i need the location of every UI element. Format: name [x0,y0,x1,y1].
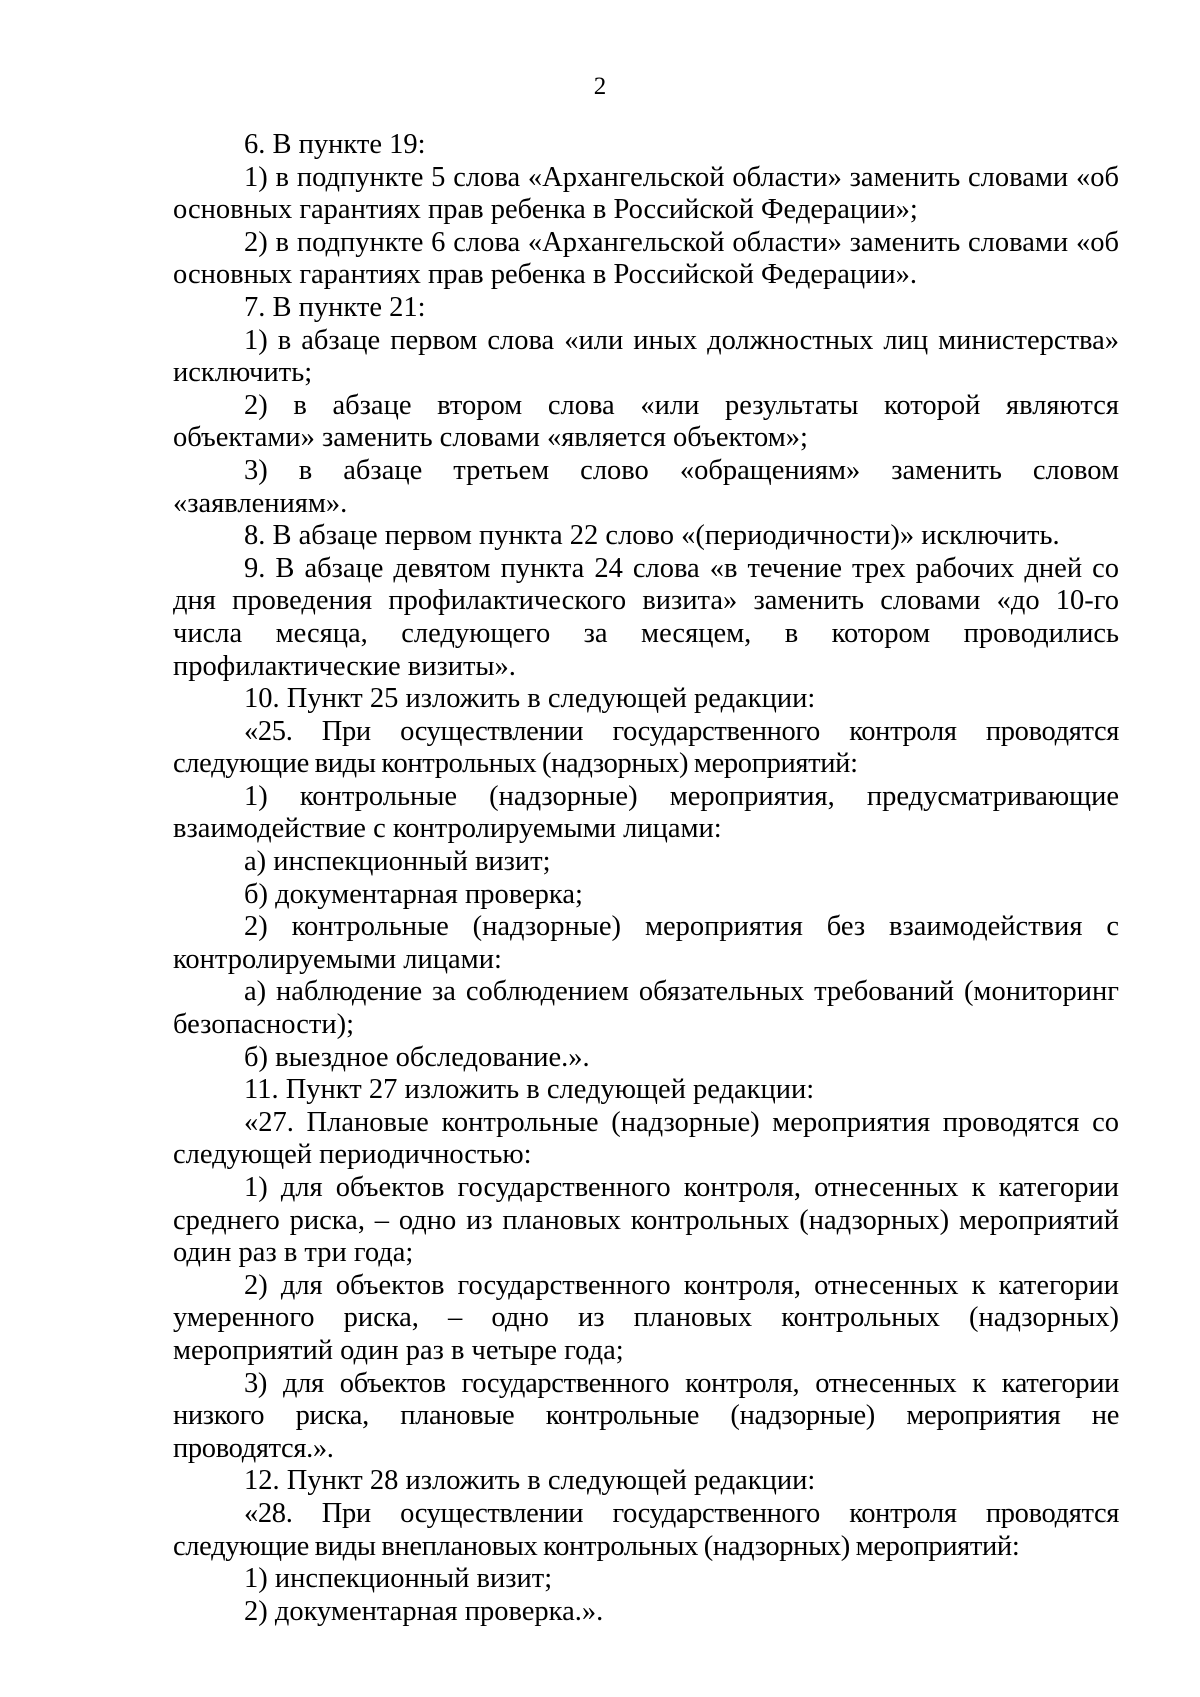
paragraph: 9. В абзаце девятом пункта 24 слова «в течение трех рабочих дней со дня проведения профилактического визита» заменить словами «до 10-го числа месяца, следующего за месяцем, в котором проводились профилактические визиты». [173,552,1119,682]
paragraph: 3) в абзаце третьем слово «обращениям» заменить словом «заявлениям». [173,454,1119,519]
paragraph: а) инспекционный визит; [244,846,551,878]
paragraph: 2) в подпункте 6 слова «Архангельской области» заменить словами «об основных гарантиях прав ребенка в Российской Федерации». [173,226,1119,291]
paragraph: б) выездное обследование.». [244,1041,590,1073]
paragraph: 1) контрольные (надзорные) мероприятия, предусматривающие взаимодействие с контролируемыми лицами: [173,780,1119,845]
paragraph: «27. Плановые контрольные (надзорные) мероприятия проводятся со следующей периодичностью: [173,1106,1119,1171]
paragraph: 2) в абзаце втором слова «или результаты которой являются объектами» заменить словами «является объектом»; [173,389,1119,454]
paragraph: 2) документарная проверка.». [244,1595,604,1627]
paragraph: 1) в подпункте 5 слова «Архангельской области» заменить словами «об основных гарантиях прав ребенка в Российской Федерации»; [173,161,1119,226]
paragraph: «28. При осуществлении государственного контроля проводятся следующие виды внеплановых контрольных (надзорных) мероприятий: [173,1497,1119,1562]
paragraph: 1) для объектов государственного контроля, отнесенных к категории среднего риска, – одно из плановых контрольных (надзорных) мероприятий один раз в три года; [173,1172,1119,1269]
paragraph: 10. Пункт 25 изложить в следующей редакции: [244,683,816,715]
paragraph: 1) инспекционный визит; [244,1563,553,1595]
paragraph: 8. В абзаце первом пункта 22 слово «(периодичности)» исключить. [244,520,1060,552]
paragraph: 2) для объектов государственного контроля, отнесенных к категории умеренного риска, – одно из плановых контрольных (надзорных) мероприятий один раз в четыре года; [173,1269,1119,1366]
paragraph: 3) для объектов государственного контроля, отнесенных к категории низкого риска, плановые контрольные (надзорные) мероприятия не проводятся.». [173,1367,1119,1464]
paragraph: а) наблюдение за соблюдением обязательных требований (мониторинг безопасности); [173,976,1119,1041]
paragraph: 7. В пункте 21: [244,291,426,323]
paragraph: 12. Пункт 28 изложить в следующей редакции: [244,1465,816,1497]
paragraph: 6. В пункте 19: [244,129,426,160]
paragraph: «25. При осуществлении государственного контроля проводятся следующие виды контрольных (надзорных) мероприятий: [173,715,1119,780]
page-number: 2 [593,73,607,100]
paragraph: б) документарная проверка; [244,878,583,910]
paragraph: 11. Пункт 27 изложить в следующей редакции: [244,1074,815,1106]
paragraph: 1) в абзаце первом слова «или иных должностных лиц министерства» исключить; [173,324,1119,389]
document-body [173,129,1119,1628]
paragraph: 2) контрольные (надзорные) мероприятия без взаимодействия с контролируемыми лицами: [173,911,1119,975]
